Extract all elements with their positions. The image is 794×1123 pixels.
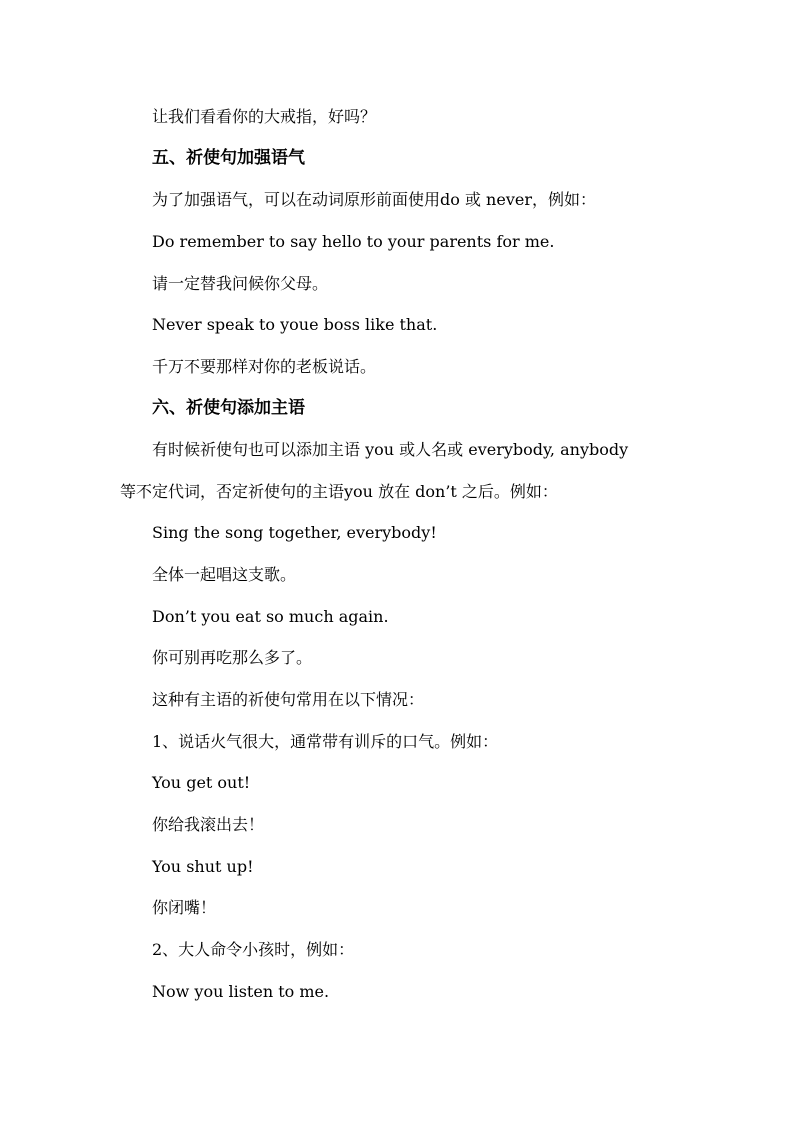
text-line: 这种有主语的祈使句常用在以下情况： — [152, 690, 425, 709]
example-sentence: Never speak to youe boss like that. — [152, 315, 438, 334]
translation-line: 请一定替我问候你父母。 — [152, 274, 329, 293]
list-item: 1、说话火气很大，通常带有训斥的口气。例如： — [152, 732, 499, 751]
example-sentence: Don’t you eat so much again. — [152, 607, 389, 626]
text-line: 有时候祈使句也可以添加主语 you 或人名或 everybody, anybody — [152, 440, 629, 459]
translation-line: 千万不要那样对你的老板说话。 — [152, 357, 377, 376]
text-line-continued: 等不定代词，否定祈使句的主语you 放在 don’t 之后。例如： — [120, 482, 558, 501]
section-heading: 五、祈使句加强语气 — [152, 148, 305, 168]
example-sentence: Do remember to say hello to your parents for me. — [152, 232, 555, 251]
example-sentence: You get out! — [152, 773, 251, 792]
translation-line: 你可别再吃那么多了。 — [152, 648, 313, 667]
translation-line: 你闭嘴！ — [152, 898, 217, 917]
section-heading: 六、祈使句添加主语 — [152, 398, 305, 418]
text-line: 为了加强语气，可以在动词原形前面使用do 或 never，例如： — [152, 190, 596, 209]
translation-line: 全体一起唱这支歌。 — [152, 565, 297, 584]
example-sentence: Sing the song together, everybody! — [152, 523, 437, 542]
example-sentence: You shut up! — [152, 857, 254, 876]
translation-line: 你给我滚出去！ — [152, 815, 265, 834]
example-sentence: Now you listen to me. — [152, 982, 330, 1001]
text-line: 让我们看看你的大戒指，好吗？ — [152, 107, 377, 126]
list-item: 2、大人命令小孩时，例如： — [152, 940, 355, 959]
